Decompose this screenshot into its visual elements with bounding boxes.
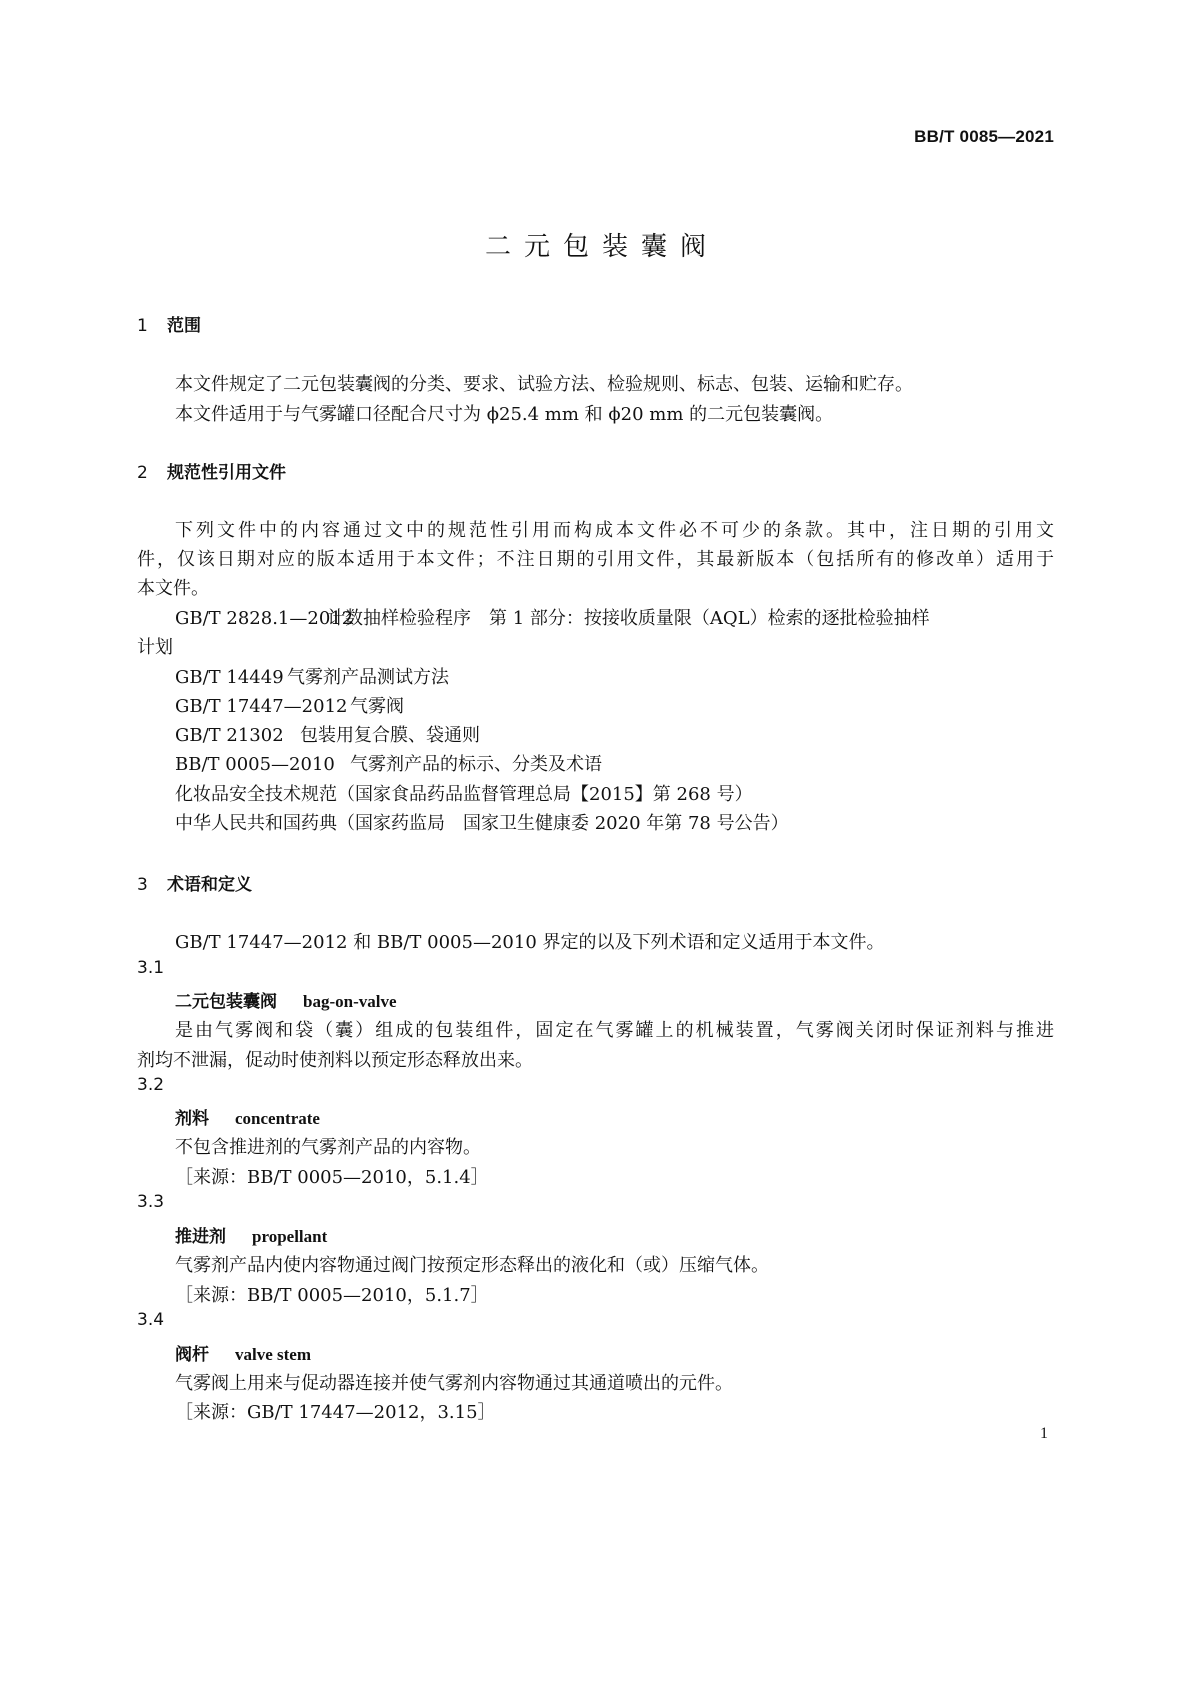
reference-item: 中华人民共和国药典（国家药监局 国家卫生健康委 2020 年第 78 号公告） <box>175 813 789 834</box>
term-definition: 气雾阀上用来与促动器连接并使气雾剂内容物通过其通道喷出的元件。 <box>175 1373 733 1394</box>
term-definition-continued: 剂均不泄漏，促动时使剂料以预定形态释放出来。 <box>137 1050 533 1071</box>
section-heading <box>137 870 252 895</box>
reference-code: GB/T 21302 <box>175 725 284 746</box>
reference-code: GB/T 2828.1—2012 <box>175 608 354 629</box>
section-title: 规范性引用文件 <box>167 463 286 483</box>
term-source: ［来源：BB/T 0005—2010，5.1.7］ <box>175 1285 489 1306</box>
paragraph: 件，仅该日期对应的版本适用于本文件；不注日期的引用文件，其最新版本（包括所有的修改单）适用于 <box>137 549 1054 570</box>
term-chinese: 阀杆 <box>175 1345 209 1365</box>
paragraph: 本文件适用于与气雾罐口径配合尺寸为 ϕ25.4 mm 和 ϕ20 mm 的二元包装囊阀。 <box>175 404 834 425</box>
term-number: 3.3 <box>137 1192 165 1212</box>
reference-item <box>175 692 404 718</box>
section-number: 1 <box>137 316 148 336</box>
reference-item: 化妆品安全技术规范（国家食品药品监督管理总局【2015】第 268 号） <box>175 784 753 805</box>
reference-code: GB/T 14449 <box>175 667 284 688</box>
term-chinese: 推进剂 <box>175 1227 226 1247</box>
term-heading <box>175 1222 327 1247</box>
reference-title: 包装用复合膜、袋通则 <box>300 725 480 746</box>
section-heading <box>137 458 286 483</box>
section-number: 3 <box>137 875 148 895</box>
section-heading <box>137 311 201 336</box>
term-english: bag-on-valve <box>303 992 397 1011</box>
paragraph: 本文件。 <box>137 578 209 599</box>
reference-title: 计数抽样检验程序 第 1 部分：按接收质量限（AQL）检索的逐批检验抽样 <box>327 608 930 629</box>
paragraph: 下列文件中的内容通过文中的规范性引用而构成本文件必不可少的条款。其中，注日期的引用文 <box>175 520 1054 541</box>
reference-title-continued: 计划 <box>137 637 173 658</box>
term-definition: 不包含推进剂的气雾剂产品的内容物。 <box>175 1137 481 1158</box>
term-definition: 是由气雾阀和袋（囊）组成的包装组件，固定在气雾罐上的机械装置，气雾阀关闭时保证剂料与推进 <box>175 1020 1054 1041</box>
reference-item <box>175 721 480 747</box>
reference-title: 气雾阀 <box>350 696 404 717</box>
reference-item <box>175 604 930 630</box>
paragraph: 本文件规定了二元包装囊阀的分类、要求、试验方法、检验规则、标志、包装、运输和贮存。 <box>175 374 913 395</box>
term-number: 3.1 <box>137 958 165 978</box>
standard-code: BB/T 0085—2021 <box>914 127 1054 146</box>
reference-item <box>175 750 602 776</box>
term-chinese: 剂料 <box>175 1109 209 1129</box>
reference-item <box>175 663 449 689</box>
reference-code: GB/T 17447—2012 <box>175 696 348 717</box>
term-chinese: 二元包装囊阀 <box>175 992 277 1012</box>
term-english: valve stem <box>235 1345 312 1364</box>
section-number: 2 <box>137 463 148 483</box>
term-definition: 气雾剂产品内使内容物通过阀门按预定形态释出的液化和（或）压缩气体。 <box>175 1255 769 1276</box>
term-number: 3.4 <box>137 1310 165 1330</box>
term-heading <box>175 1104 320 1129</box>
term-heading <box>175 987 397 1012</box>
term-english: propellant <box>252 1227 328 1246</box>
section-title: 术语和定义 <box>167 875 252 895</box>
term-number: 3.2 <box>137 1075 165 1095</box>
term-english: concentrate <box>235 1109 320 1128</box>
reference-title: 气雾剂产品的标示、分类及术语 <box>350 754 602 775</box>
reference-title: 气雾剂产品测试方法 <box>287 667 449 688</box>
term-source: ［来源：BB/T 0005—2010，5.1.4］ <box>175 1167 489 1188</box>
reference-code: BB/T 0005—2010 <box>175 754 335 775</box>
paragraph: GB/T 17447—2012 和 BB/T 0005—2010 界定的以及下列术语和定义适用于本文件。 <box>175 932 885 953</box>
document-title: 二元包装囊阀 <box>484 232 719 262</box>
term-heading <box>175 1340 311 1365</box>
section-title: 范围 <box>167 316 201 336</box>
term-source: ［来源：GB/T 17447—2012，3.15］ <box>175 1402 496 1423</box>
page-number: 1 <box>1040 1425 1048 1442</box>
